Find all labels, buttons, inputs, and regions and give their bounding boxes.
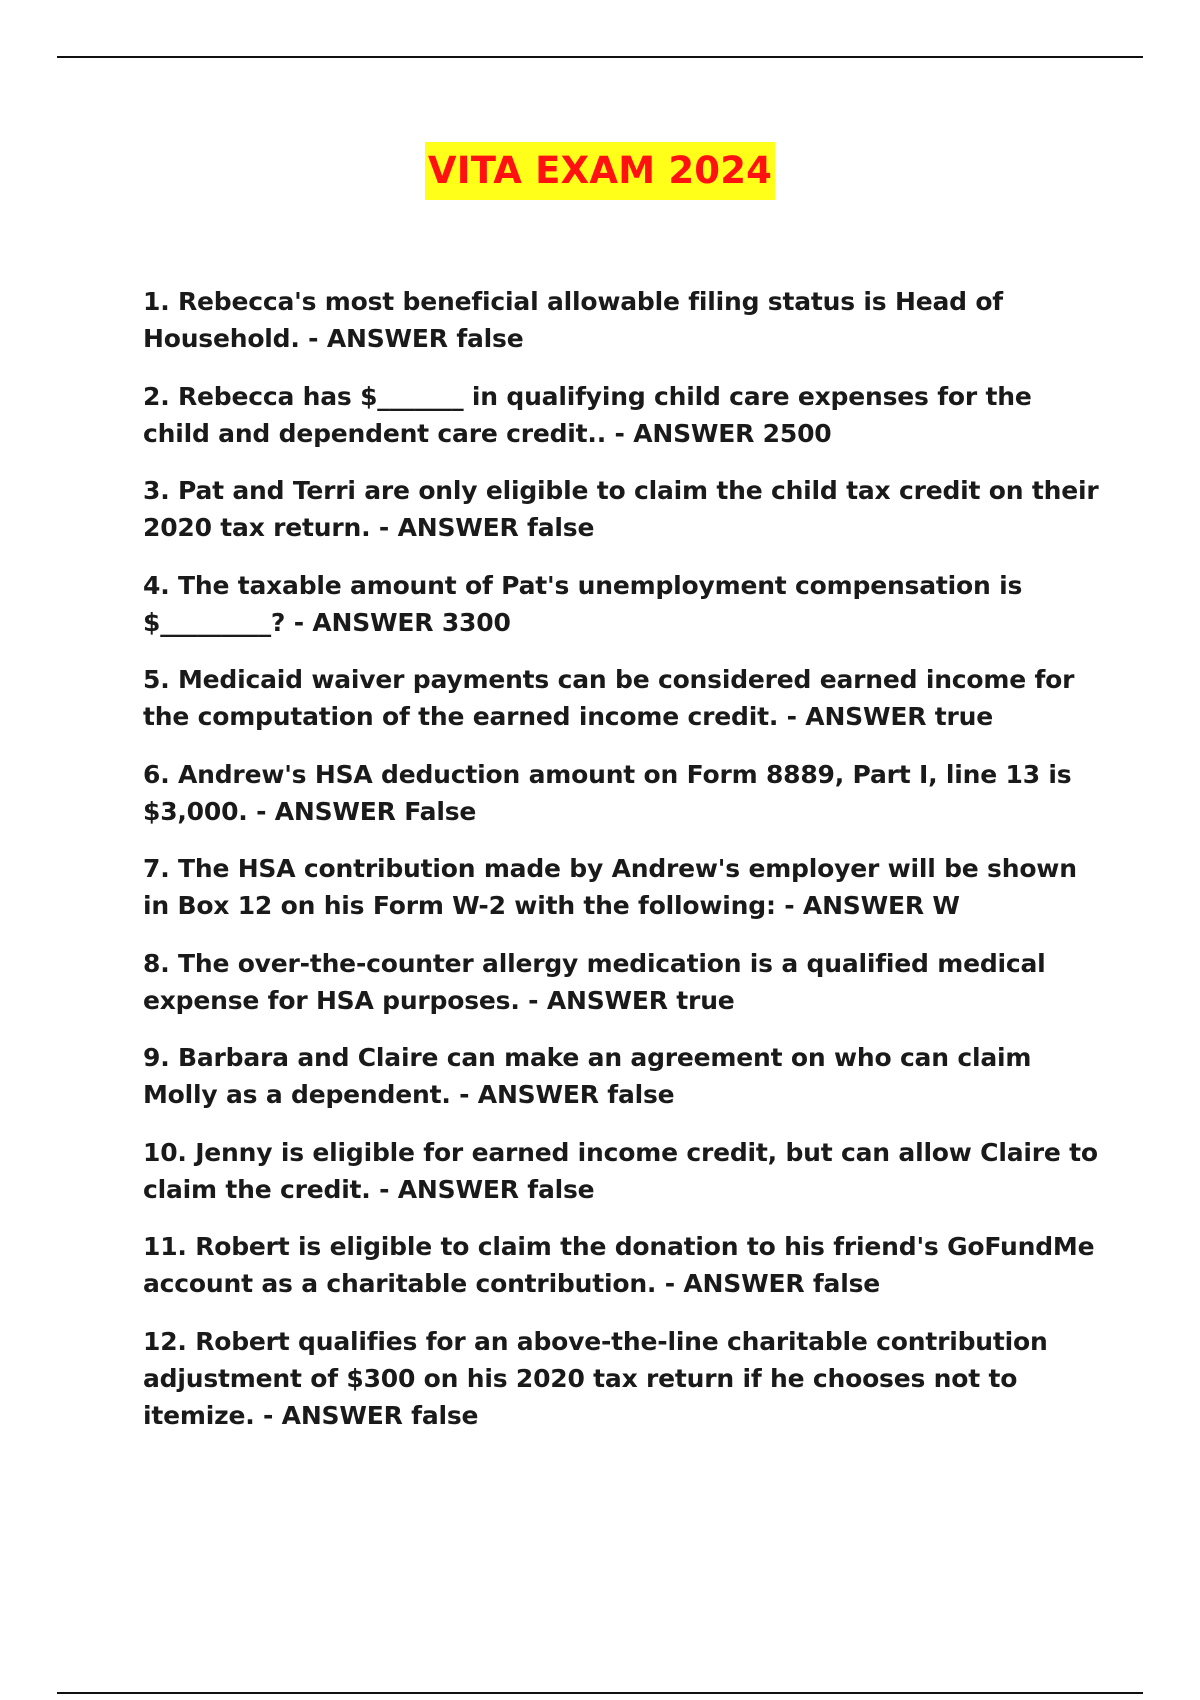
question-item-2: 2. Rebecca has $_______ in qualifying child care expenses for the child and dependent care credit.. - ANSWER 2500 — [143, 381, 1032, 448]
question-list — [143, 283, 1103, 1454]
question-item-10: 10. Jenny is eligible for earned income credit, but can allow Claire to claim the credit. - ANSWER false — [143, 1137, 1098, 1204]
top-rule — [57, 56, 1143, 58]
question-item-1: 1. Rebecca's most beneficial allowable filing status is Head of Household. - ANSWER false — [143, 287, 1003, 353]
question-item-4: 4. The taxable amount of Pat's unemployment compensation is $_________? - ANSWER 3300 — [143, 570, 1023, 637]
question-item-8: 8. The over-the-counter allergy medication is a qualified medical expense for HSA purposes. - ANSWER true — [143, 948, 1046, 1015]
question-item-9: 9. Barbara and Claire can make an agreement on who can claim Molly as a dependent. - ANSWER false — [143, 1043, 1032, 1109]
bottom-rule — [57, 1692, 1143, 1694]
question-item-7: 7. The HSA contribution made by Andrew's employer will be shown in Box 12 on his Form W-2 with the following: - ANSWER W — [143, 854, 1077, 920]
question-item-11: 11. Robert is eligible to claim the donation to his friend's GoFundMe account as a charitable contribution. - ANSWER false — [143, 1232, 1095, 1298]
question-item-5: 5. Medicaid waiver payments can be considered earned income for the computation of the earned income credit. - ANSWER true — [143, 665, 1075, 731]
document-title: VITA EXAM 2024 — [425, 142, 775, 200]
question-item-6: 6. Andrew's HSA deduction amount on Form 8889, Part I, line 13 is $3,000. - ANSWER False — [143, 759, 1072, 826]
title-container — [0, 142, 1200, 200]
question-item-12: 12. Robert qualifies for an above-the-line charitable contribution adjustment of $300 on his 2020 tax return if he chooses not to itemize. - ANSWER false — [143, 1326, 1048, 1430]
question-item-3: 3. Pat and Terri are only eligible to claim the child tax credit on their 2020 tax return. - ANSWER false — [143, 476, 1099, 542]
